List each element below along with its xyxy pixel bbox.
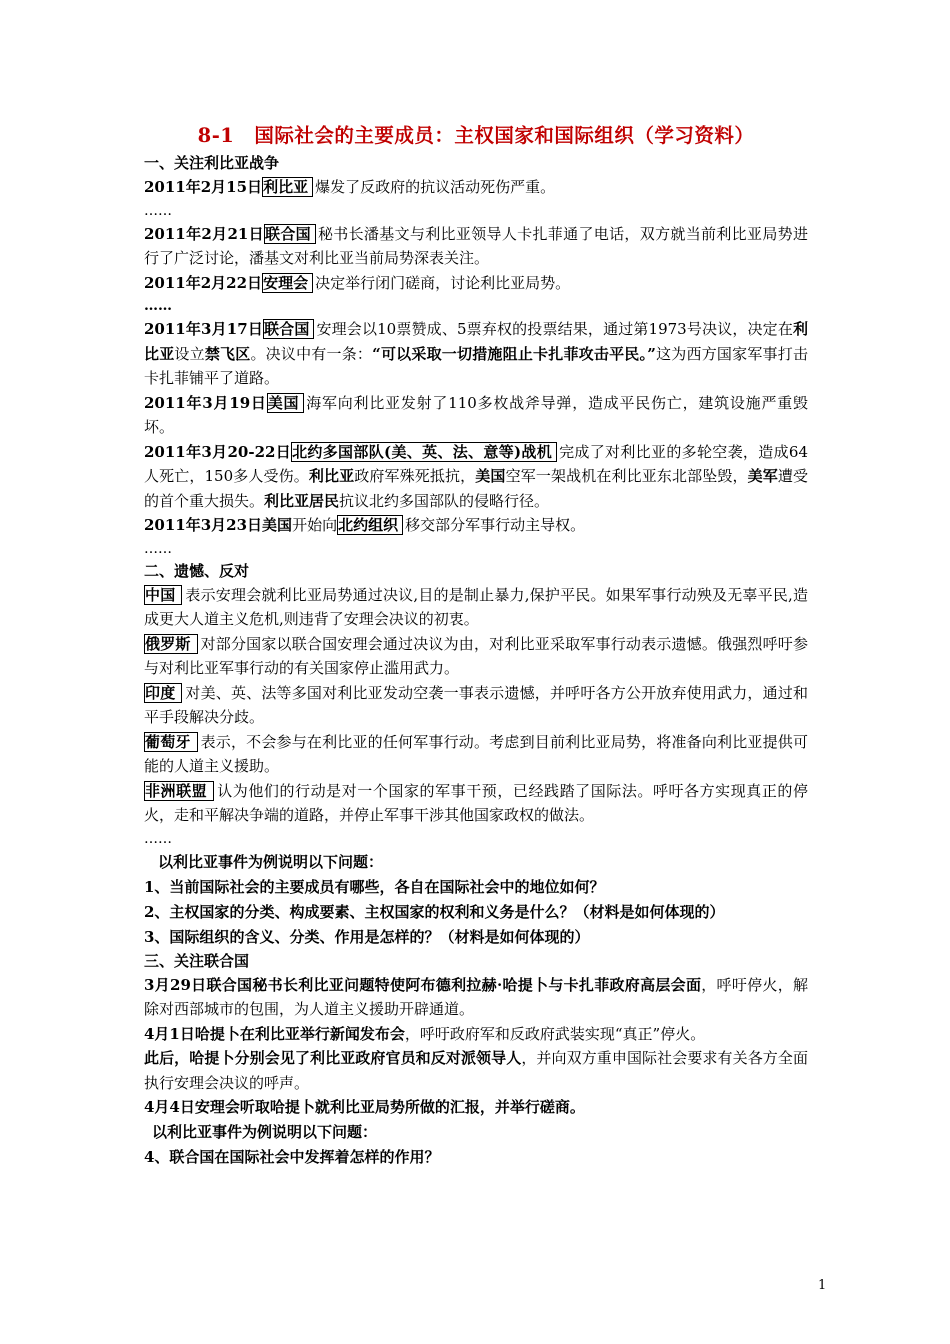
un-paragraph <box>144 1095 808 1120</box>
ellipsis: …… <box>144 202 172 219</box>
event-paragraph <box>144 317 808 391</box>
country-box: 葡萄牙 <box>144 732 198 752</box>
page-number: 1 <box>818 1278 827 1293</box>
event-date: 2011年3月19日 <box>144 393 267 412</box>
event-text: 移交部分军事行动主导权。 <box>405 516 586 534</box>
section-heading-2: 二、遗憾、反对 <box>144 561 250 580</box>
question-3: 3、国际组织的含义、分类、作用是怎样的？（材料是如何体现的） <box>144 927 590 946</box>
boxed-term: 安理会 <box>262 273 313 293</box>
event-date: 2011年3月20-22日 <box>144 442 292 461</box>
event-text: 空军一架战机在利比亚东北部坠毁， <box>505 467 748 485</box>
country-box: 俄罗斯 <box>144 634 198 654</box>
reaction-text: 认为他们的行动是对一个国家的军事干预，已经践踏了国际法。呼吁各方实现真正的停火，走和平解决争端的道路，并停止军事干涉其他国家政权的做法。 <box>144 781 808 824</box>
bold-term: 美军 <box>747 467 778 485</box>
reaction-paragraph <box>144 730 808 779</box>
event-date: 2011年2月15日 <box>144 178 263 196</box>
boxed-term: 联合国 <box>264 224 316 244</box>
event-date: 2011年2月22日 <box>144 273 263 292</box>
event-text: 开始向 <box>292 516 338 534</box>
bold-term: 美国 <box>475 467 506 485</box>
boxed-term: 美国 <box>267 393 305 413</box>
question-intro: 以利比亚事件为例说明以下问题： <box>152 1122 378 1141</box>
event-paragraph <box>144 271 808 296</box>
bold-term: 利比亚 <box>144 320 808 363</box>
event-date: 2011年2月21日 <box>144 224 264 243</box>
boxed-term: 联合国 <box>263 319 314 339</box>
event-text: 政府军殊死抵抗， <box>354 467 476 485</box>
document-title: 8-1 国际社会的主要成员：主权国家和国际组织（学习资料） <box>197 124 755 147</box>
event-text: 抗议北约多国部队的侵略行径。 <box>339 491 550 510</box>
question-intro: 以利比亚事件为例说明以下问题： <box>158 852 384 871</box>
event-date: 2011年3月23日美国 <box>144 516 293 534</box>
reaction-text: 表示安理会就利比亚局势通过决议,目的是制止暴力,保护平民。如果军事行动殃及无辜平民,造成更大人道主义危机,则违背了安理会决议的初衷。 <box>144 585 808 628</box>
country-box: 印度 <box>144 683 182 703</box>
bold-lead: 3月29日联合国秘书长利比亚问题特使阿布德利拉赫·哈提卜与卡扎菲政府高层会面 <box>144 975 702 994</box>
bold-lead: 4月4日安理会听取哈提卜就利比亚局势所做的汇报，并举行磋商。 <box>144 1098 585 1116</box>
bold-term: 禁飞区 <box>204 344 251 363</box>
event-paragraph <box>144 391 808 440</box>
boxed-term: 北约多国部队(美、英、法、意等)战机 <box>291 442 557 462</box>
question-2: 2、主权国家的分类、构成要素、主权国家的权利和义务是什么？（材料是如何体现的） <box>144 902 725 921</box>
un-text: ，并向双方重申国际社会要求有关各方全面执行安理会决议的呼声。 <box>144 1049 808 1092</box>
reaction-paragraph <box>144 681 808 730</box>
event-text: 海军向利比亚发射了110多枚战斧导弹，造成平民伤亡，建筑设施严重毁坏。 <box>144 393 808 436</box>
reaction-text: 表示，不会参与在利比亚的任何军事行动。考虑到目前利比亚局势，将准备向利比亚提供可能的人道主义援助。 <box>144 732 808 775</box>
un-paragraph <box>144 1046 808 1095</box>
event-paragraph <box>144 175 808 200</box>
ellipsis: …… <box>144 540 172 557</box>
un-paragraph <box>144 973 808 1022</box>
ellipsis: …… <box>144 830 172 847</box>
bold-term: 利比亚 <box>308 467 355 485</box>
event-paragraph <box>144 440 808 514</box>
event-text: 安理会以10票赞成、5票弃权的投票结果，通过第1973号决议，决定在 <box>316 320 793 338</box>
reaction-paragraph <box>144 583 808 632</box>
un-text: ，呼吁停火，解除对西部城市的包围，为人道主义援助开辟通道。 <box>144 975 808 1018</box>
ellipsis: …… <box>144 298 172 314</box>
reaction-paragraph <box>144 632 808 681</box>
event-paragraph <box>144 513 808 538</box>
bold-quote: “可以采取一切措施阻止卡扎菲攻击平民。” <box>372 344 656 363</box>
bold-lead: 此后，哈提卜分别会见了利比亚政府官员和反对派领导人 <box>144 1049 522 1067</box>
section-heading-3: 三、关注联合国 <box>144 951 250 970</box>
event-text: 爆发了反政府的抗议活动死伤严重。 <box>315 178 556 196</box>
event-text: 设立 <box>174 344 205 363</box>
event-text: 完成了对利比亚的多轮空袭，造成64人死亡，150多人受伤。 <box>144 442 808 485</box>
un-text: ，呼吁政府军和反政府武装实现“真正”停火。 <box>404 1024 706 1043</box>
country-box: 非洲联盟 <box>144 781 214 801</box>
un-paragraph <box>144 1022 808 1047</box>
boxed-term: 利比亚 <box>262 177 313 197</box>
event-text: 遭受的首个重大损失。 <box>144 467 808 510</box>
event-text: 秘书长潘基文与利比亚领导人卡扎菲通了电话，双方就当前利比亚局势进行了广泛讨论，潘基文对利比亚当前局势深表关注。 <box>144 224 808 267</box>
bold-lead: 4月1日哈提卜在利比亚举行新闻发布会 <box>144 1024 405 1043</box>
question-1: 1、当前国际社会的主要成员有哪些，各自在国际社会中的地位如何？ <box>144 877 605 896</box>
reaction-text: 对部分国家以联合国安理会通过决议为由，对利比亚采取军事行动表示遗憾。俄强烈呼吁参与对利比亚军事行动的有关国家停止滥用武力。 <box>144 634 808 677</box>
bold-term: 利比亚居民 <box>264 491 340 510</box>
reaction-paragraph <box>144 779 808 828</box>
section-heading-1: 一、关注利比亚战争 <box>144 154 280 172</box>
boxed-term: 北约组织 <box>337 515 403 535</box>
event-date: 2011年3月17日 <box>144 320 263 338</box>
event-paragraph <box>144 222 808 271</box>
document-page <box>144 122 808 1170</box>
reaction-text: 对美、英、法等多国对利比亚发动空袭一事表示遗憾，并呼吁各方公开放弃使用武力，通过和平手段解决分歧。 <box>144 683 808 726</box>
country-box: 中国 <box>144 585 182 605</box>
event-text: 这为西方国家军事打击卡扎菲铺平了道路。 <box>144 344 808 387</box>
event-text: 。决议中有一条： <box>250 344 373 363</box>
question-4: 4、联合国在国际社会中发挥着怎样的作用？ <box>144 1147 440 1166</box>
event-text: 决定举行闭门磋商，讨论利比亚局势。 <box>315 273 571 292</box>
